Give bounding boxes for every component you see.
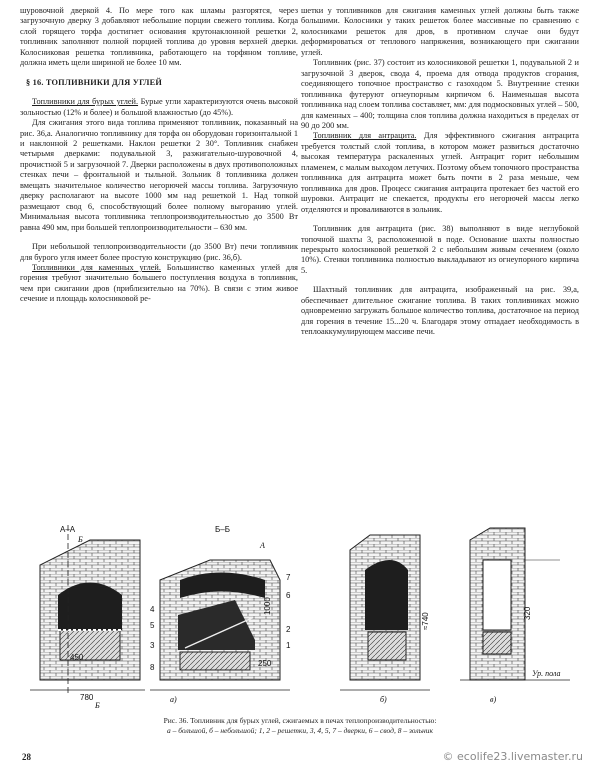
label-5: 5 <box>150 621 155 630</box>
right-column <box>301 6 579 338</box>
brown-coal-lead: Топливники для бурых углей. <box>32 97 139 107</box>
dim-250: 250 <box>258 659 272 668</box>
left-column <box>20 6 298 305</box>
caption-main: Рис. 36. Топливник для бурых углей, сжигаемых в печах теплопроизводительностью: <box>163 716 437 725</box>
section-bb-drawing <box>150 560 290 690</box>
dim-450: 450 <box>70 653 84 662</box>
panel-b-drawing <box>340 535 430 690</box>
intro-paragraph: шуровочной дверкой 4. По мере того как шламы разгорятся, через загрузочную дверку 3 добавляют небольшие порции свежего топлива. Когда слой горящего торфа достигнет основания крутонаклонной решетки 2, топливник заполняют полной порцией топлива до уровня верхней дверки. Колосниковая решетка топливника, работающего на торфяном топливе, должна иметь щели шириной не более 10 мм. <box>20 6 298 68</box>
brown-coal-text: Бурые угли характеризуются очень высокой зольностью (12% и более) и большой влажностью (до 45%). <box>20 97 298 117</box>
section-bb-label: Б–Б <box>215 525 230 534</box>
dim-780: 780 <box>80 693 94 702</box>
fig38-paragraph: Топливник для антрацита (рис. 38) выполняют в виде неглубокой топочной шахты 3, расположенной в поде. Основание шахты полностью перекрыто колосниковой решеткой 2 с небольшим живым сечением (около 10%). Стенки топливника полностью выкладывают из огнеупорного кирпича 5. <box>301 224 579 275</box>
floor-level-label: Ур. пола <box>532 669 561 678</box>
dim-740: ≈740 <box>421 612 430 630</box>
stone-coal-lead: Топливники для каменных углей. <box>32 262 161 272</box>
figure-caption <box>40 716 560 735</box>
dim-320: 320 <box>523 606 532 620</box>
stone-coal-paragraph <box>20 263 298 305</box>
brown-coal-firebox-paragraph: Для сжигания этого вида топлива применяют топливник, показанный на рис. 36,а. Аналогично топливнику для торфа он оборудован горизонтальной 1 и наклонной 2 решетками. Наклон решетки 2 30°. Топливник снабжен четырьмя дверками: подувальной 3, разжигательно-шуровочной 4, прочистной 5 и загрузочной 7. Дверки расположены в двух противоположных стенках печи – фронтальной и тыльной. Зольник 8 топливника должен вмещать значительное количество негорючей массы топлива. Загрузочную дверку располагают на высоте 1000 мм над решеткой 1. Над топкой размещают свод 6, способствующий более полному выгоранию углей. Минимальная высота топливника теплопроизводительностью до 3500 Вт равна 490 мм, при большей теплопроизводительности – 630 мм. <box>20 118 298 232</box>
section-heading: § 16. ТОПЛИВНИКИ ДЛЯ УГЛЕЙ <box>26 77 163 87</box>
mark-b-top: Б <box>78 535 83 544</box>
anthracite-text: Для эффективного сжигания антрацита требуется толстый слой топлива, в котором может развиться достаточно высокая температура раскаленных углей. Антрацит горит небольшим пламенем, с малым выходом летучих. Поэтому объем топочного пространства топливника для антрацита может быть почти в 2 раза меньше, чем топливника для дров. Процесс сжигания антрацита протекает без частой его шуровки. Антрацит не спекается, продукты его негорючей массы легко отделяются и проваливаются в зольник. <box>301 131 579 214</box>
label-6: 6 <box>286 591 291 600</box>
panel-v-drawing <box>460 528 570 680</box>
watermark: © ecolife23.livemaster.ru <box>442 750 583 763</box>
page-number: 28 <box>22 752 31 762</box>
dim-1000: 1000 <box>263 597 272 615</box>
brown-coal-paragraph <box>20 97 298 118</box>
panel-a-label: а) <box>170 695 177 704</box>
panel-v-label: в) <box>490 695 497 704</box>
panel-b-label: б) <box>380 695 387 704</box>
label-7: 7 <box>286 573 291 582</box>
caption-sub: а – большой, б – небольшой; 1, 2 – решетки, 3, 4, 5, 7 – дверки, 6 – свод, 8 – зольник <box>166 725 434 735</box>
label-8: 8 <box>150 663 155 672</box>
section-aa-label: А–А <box>60 525 76 534</box>
small-output-paragraph: При небольшой теплопроизводительности (до 3500 Вт) печи топливник для бурого угля имеет более простую конструкцию (рис. 36,б). <box>20 242 298 262</box>
label-4: 4 <box>150 605 155 614</box>
label-1: 1 <box>286 641 291 650</box>
anthracite-lead: Топливник для антрацита. <box>313 131 417 141</box>
stone-coal-text: Большинство каменных углей для горения требуют значительно большего поступления воздуха в топливник, чем при сжигании дров (приблизительно на 70%). В связи с этим живое сечение и площадь колосниковой ре- <box>20 262 298 304</box>
mark-a: А <box>260 541 265 550</box>
section-aa-drawing <box>30 525 145 695</box>
anthracite-paragraph <box>301 131 579 215</box>
grate-paragraph: шетки у топливников для сжигания каменных углей должны быть также большими. Колосники у таких решеток более массивные по сравнению с колосниками решеток для дров, в противном случае они будут деформироваться от теплового напряжения, возникающего при сжигании углей. <box>301 6 579 57</box>
mark-b-bottom: Б <box>95 701 100 710</box>
shaft-firebox-paragraph: Шахтный топливник для антрацита, изображенный на рис. 39,а, обеспечивает длительное сжигание топлива. В таких топливниках можно одновременно загружать большое количество топлива, достаточное на период для горения в течение 15...20 ч. Благодаря этому отпадает необходимость в теплоаккумулирующем массиве печи. <box>301 285 579 337</box>
label-2: 2 <box>286 625 291 634</box>
label-3: 3 <box>150 641 155 650</box>
figure-36-drawings <box>20 520 580 710</box>
fig37-paragraph: Топливник (рис. 37) состоит из колосниковой решетки 1, подувальной 2 и загрузочной 3 дверок, свода 4, проема для отвода продуктов сгорания, соединяющего топочное пространство с газоходом 5. Внутренние стенки топливника футеруют огнеупорным кирпичом 6. Наименьшая высота топливника над слоем топлива составляет, мм: для подмосковных углей – 500, для каменных – 400; толщина слоя топлива должна находиться в пределах от 90 до 200 мм. <box>301 58 579 130</box>
